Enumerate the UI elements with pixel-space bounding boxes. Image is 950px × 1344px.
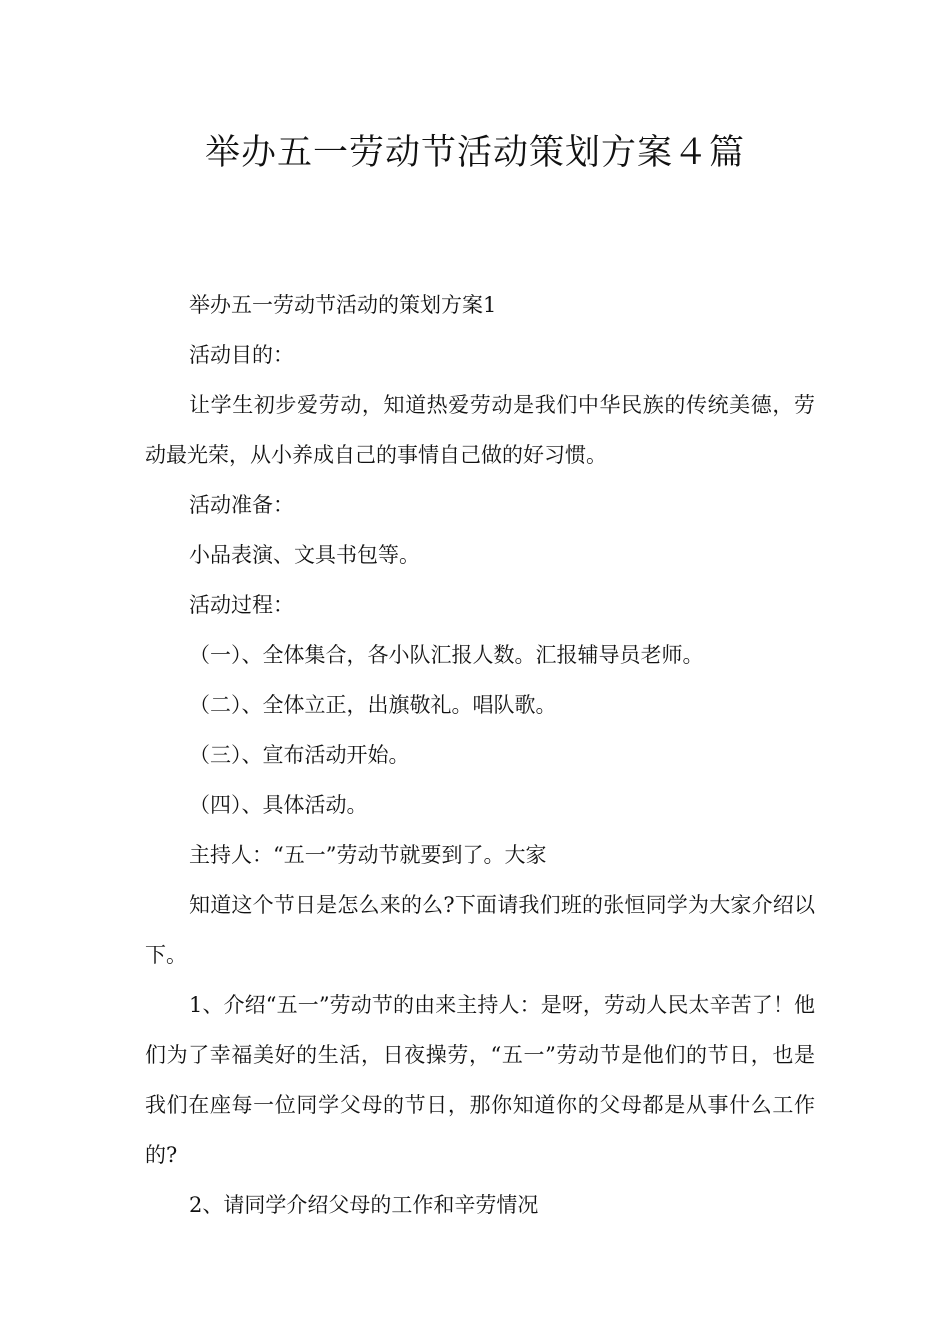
paragraph-host-question: 知道这个节日是怎么来的么?下面请我们班的张恒同学为大家介绍以下。 bbox=[145, 893, 815, 967]
paragraph-step-1: （一）、全体集合，各小队汇报人数。汇报辅导员老师。 bbox=[189, 643, 704, 667]
paragraph-step-3: （三）、宣布活动开始。 bbox=[189, 743, 410, 767]
paragraph-step-4: （四）、具体活动。 bbox=[189, 793, 368, 817]
paragraph-section-heading: 举办五一劳动节活动的策划方案1 bbox=[189, 293, 497, 317]
paragraph-process-label: 活动过程： bbox=[189, 593, 294, 617]
document-body bbox=[145, 280, 815, 1230]
paragraph-step-2: （二）、全体立正，出旗敬礼。唱队歌。 bbox=[189, 693, 557, 717]
paragraph-prep-label: 活动准备： bbox=[189, 493, 294, 517]
paragraph-goal-text: 让学生初步爱劳动，知道热爱劳动是我们中华民族的传统美德，劳动最光荣，从小养成自己的事情自己做的好习惯。 bbox=[145, 393, 815, 467]
paragraph-host-intro: 主持人：“五一”劳动节就要到了。大家 bbox=[189, 843, 547, 867]
paragraph-item-1: 1、介绍“五一”劳动节的由来主持人：是呀，劳动人民太辛苦了！他们为了幸福美好的生活，日夜操劳，“五一”劳动节是他们的节日，也是我们在座每一位同学父母的节日，那你知道你的父母都是从事什么工作的? bbox=[145, 993, 815, 1167]
paragraph-item-2: 2、请同学介绍父母的工作和辛劳情况 bbox=[189, 1193, 539, 1217]
document-title: 举办五一劳动节活动策划方案４篇 bbox=[204, 133, 745, 173]
paragraph-goal-label: 活动目的： bbox=[189, 343, 294, 367]
paragraph-prep-text: 小品表演、文具书包等。 bbox=[189, 543, 420, 567]
